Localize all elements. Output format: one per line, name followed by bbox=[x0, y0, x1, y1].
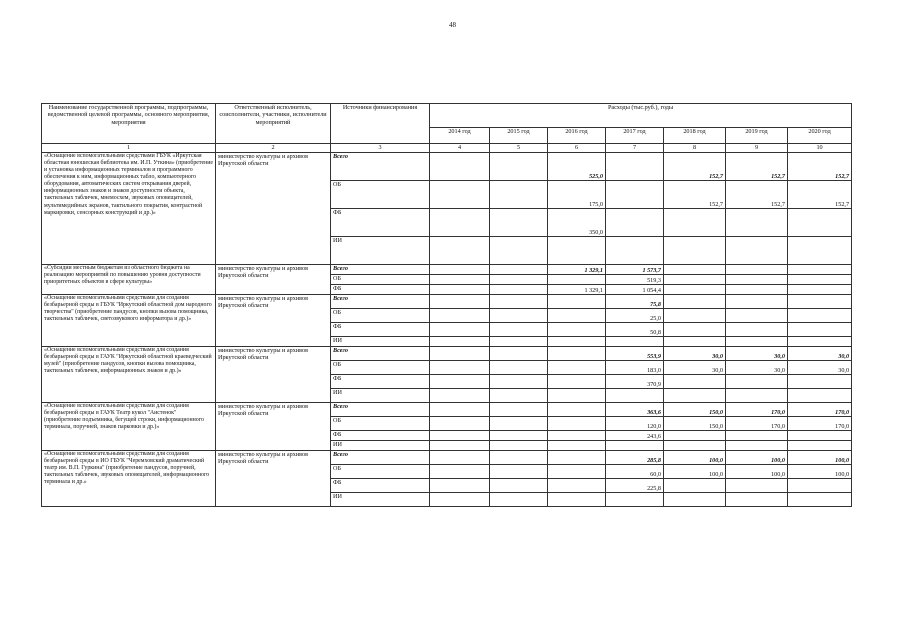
expense-value bbox=[664, 309, 726, 323]
expense-value bbox=[788, 389, 852, 403]
expense-value bbox=[788, 285, 852, 295]
measure-name: «Субсидии местным бюджетам из областного бюджета на реализацию мероприятий по повышению уровня доступности приоритетных объектов в сфере культуры» bbox=[42, 265, 216, 295]
funding-source: ИИ bbox=[331, 389, 430, 403]
expense-value bbox=[606, 209, 664, 237]
expense-value bbox=[430, 153, 490, 181]
expense-value bbox=[548, 323, 606, 337]
expense-value bbox=[490, 209, 548, 237]
expense-value: 1 573,7 bbox=[606, 265, 664, 275]
expense-value bbox=[490, 465, 548, 479]
expense-value bbox=[548, 389, 606, 403]
measure-name: «Оснащение вспомогательными средствами ГБУК «Иркутская областная юношеская библиотека им. И.П. Уткина» (приобретение и установка информационных терминалов и программного обеспечения к ним, информационных табло, компьютерного оборудования, автоматических систем открывания дверей, информационных знаков и знаков доступности объекта, тактильных табличек, мнемосхем, звуковых оповещателей, мультимедийных экранов, тактильного покрытия, контрастной маркировки, сенсорных конструкций и др.)» bbox=[42, 153, 216, 265]
column-number: 5 bbox=[490, 144, 548, 153]
measure-executor: министерство культуры и архивов Иркутской области bbox=[216, 295, 331, 347]
expense-value bbox=[788, 295, 852, 309]
expense-value bbox=[490, 265, 548, 275]
expense-value bbox=[606, 389, 664, 403]
expense-value bbox=[490, 417, 548, 431]
expense-value bbox=[606, 337, 664, 347]
header-expenses: Расходы (тыс.руб.), годы bbox=[430, 104, 852, 128]
expense-value bbox=[726, 209, 788, 237]
expense-value bbox=[490, 493, 548, 507]
expense-value bbox=[430, 441, 490, 451]
column-number: 3 bbox=[331, 144, 430, 153]
expense-value bbox=[430, 389, 490, 403]
expense-value bbox=[726, 265, 788, 275]
expense-value bbox=[664, 265, 726, 275]
funding-source: ОБ bbox=[331, 361, 430, 375]
funding-source: Всего bbox=[331, 403, 430, 417]
funding-source: ФБ bbox=[331, 209, 430, 237]
expense-value: 170,0 bbox=[788, 403, 852, 417]
expense-value bbox=[664, 323, 726, 337]
expense-value bbox=[788, 275, 852, 285]
expense-value: 30,0 bbox=[664, 347, 726, 361]
table-row bbox=[42, 265, 852, 275]
expense-value bbox=[430, 431, 490, 441]
expense-value bbox=[664, 375, 726, 389]
measure-name: «Оснащение вспомогательными средствами для создания безбарьерной среды в ИО ГБУК "Черемховский драматический театр им. В.П. Гуркина" (приобретение пандусов, поручней, тактильных табличек, звуковых оповещателей, информационного терминала и др.» bbox=[42, 451, 216, 507]
expense-value bbox=[430, 295, 490, 309]
expense-value bbox=[726, 285, 788, 295]
funding-source: ОБ bbox=[331, 275, 430, 285]
expense-value bbox=[664, 209, 726, 237]
expense-value bbox=[430, 209, 490, 237]
expense-value bbox=[490, 275, 548, 285]
table-row bbox=[42, 347, 852, 361]
expense-value bbox=[606, 441, 664, 451]
funding-source: ОБ bbox=[331, 181, 430, 209]
funding-source: ИИ bbox=[331, 237, 430, 265]
expense-value: 100,0 bbox=[664, 465, 726, 479]
funding-source: ФБ bbox=[331, 479, 430, 493]
expense-value bbox=[430, 309, 490, 323]
funding-source: ОБ bbox=[331, 465, 430, 479]
header-year: 2019 год bbox=[726, 128, 788, 144]
expense-value: 30,0 bbox=[788, 361, 852, 375]
table-row bbox=[42, 403, 852, 417]
expense-value: 152,7 bbox=[664, 181, 726, 209]
expense-value bbox=[490, 337, 548, 347]
expense-value bbox=[490, 479, 548, 493]
expense-value bbox=[788, 309, 852, 323]
expense-value bbox=[430, 375, 490, 389]
column-number: 10 bbox=[788, 144, 852, 153]
expense-value: 30,0 bbox=[788, 347, 852, 361]
expense-value bbox=[430, 361, 490, 375]
funding-source: ФБ bbox=[331, 375, 430, 389]
funding-source: ИИ bbox=[331, 441, 430, 451]
expense-value bbox=[548, 493, 606, 507]
funding-source: Всего bbox=[331, 295, 430, 309]
measure-name: «Оснащение вспомогательными средствами для создания безбарьерной среды в ГАУК "Иркутский областной краеведческий музей" (приобретение пандусов, кнопки вызова помощника, тактильных табличек, информационных знаков и др.)» bbox=[42, 347, 216, 403]
expense-value bbox=[726, 375, 788, 389]
header-name: Наименование государственной программы, подпрограммы, ведомственной целевой программы, основного мероприятия, мероприятия bbox=[42, 104, 216, 144]
header-year: 2016 год bbox=[548, 128, 606, 144]
expense-value: 152,7 bbox=[726, 153, 788, 181]
expense-value: 150,0 bbox=[664, 403, 726, 417]
header-year: 2015 год bbox=[490, 128, 548, 144]
expense-value: 243,6 bbox=[606, 431, 664, 441]
expense-value bbox=[788, 323, 852, 337]
expense-value: 152,7 bbox=[788, 181, 852, 209]
expense-value bbox=[430, 479, 490, 493]
expense-value bbox=[548, 375, 606, 389]
expense-value bbox=[726, 389, 788, 403]
expense-value bbox=[664, 295, 726, 309]
expense-value bbox=[430, 337, 490, 347]
header-year: 2020 год bbox=[788, 128, 852, 144]
expense-value: 553,9 bbox=[606, 347, 664, 361]
expense-value: 1 329,1 bbox=[548, 285, 606, 295]
header-source: Источники финансирования bbox=[331, 104, 430, 144]
measure-executor: министерство культуры и архивов Иркутской области bbox=[216, 153, 331, 265]
funding-source: ОБ bbox=[331, 309, 430, 323]
expense-value bbox=[490, 441, 548, 451]
expense-value: 30,0 bbox=[726, 361, 788, 375]
expense-value: 183,0 bbox=[606, 361, 664, 375]
expense-value bbox=[490, 309, 548, 323]
expense-value bbox=[664, 389, 726, 403]
funding-source: ФБ bbox=[331, 285, 430, 295]
expense-value bbox=[490, 389, 548, 403]
expense-value: 363,6 bbox=[606, 403, 664, 417]
expense-value bbox=[726, 337, 788, 347]
expense-value bbox=[548, 403, 606, 417]
expense-value: 350,0 bbox=[548, 209, 606, 237]
expense-value: 75,8 bbox=[606, 295, 664, 309]
expense-value bbox=[548, 479, 606, 493]
expense-value bbox=[548, 337, 606, 347]
measure-name: «Оснащение вспомогательными средствами для создания безбарьерной среды в ГАУК Театр кукол "Аистенок"(приобретение подъемника, бегущей строки, информационного терминала, поручней, знаков парковки и др.)» bbox=[42, 403, 216, 451]
budget-table bbox=[41, 103, 852, 507]
expense-value bbox=[548, 417, 606, 431]
expense-value bbox=[788, 209, 852, 237]
expense-value: 152,7 bbox=[664, 153, 726, 181]
expense-value: 175,0 bbox=[548, 181, 606, 209]
page-number: 48 bbox=[449, 21, 456, 29]
expense-value bbox=[548, 295, 606, 309]
header-year: 2018 год bbox=[664, 128, 726, 144]
expense-value bbox=[788, 237, 852, 265]
expense-value: 30,0 bbox=[726, 347, 788, 361]
expense-value: 152,7 bbox=[788, 153, 852, 181]
expense-value: 100,0 bbox=[788, 465, 852, 479]
funding-source: ФБ bbox=[331, 323, 430, 337]
expense-value bbox=[664, 275, 726, 285]
expense-value bbox=[726, 323, 788, 337]
expense-value bbox=[430, 181, 490, 209]
funding-source: ФБ bbox=[331, 431, 430, 441]
expense-value: 370,9 bbox=[606, 375, 664, 389]
measure-executor: министерство культуры и архивов Иркутской области bbox=[216, 451, 331, 507]
column-number: 9 bbox=[726, 144, 788, 153]
expense-value: 170,0 bbox=[726, 417, 788, 431]
table-row bbox=[42, 153, 852, 181]
expense-value bbox=[430, 237, 490, 265]
expense-value bbox=[788, 265, 852, 275]
expense-value bbox=[490, 323, 548, 337]
expense-value bbox=[430, 493, 490, 507]
expense-value bbox=[726, 309, 788, 323]
column-number: 6 bbox=[548, 144, 606, 153]
expense-value bbox=[548, 431, 606, 441]
expense-value bbox=[548, 465, 606, 479]
expense-value: 285,8 bbox=[606, 451, 664, 465]
expense-value bbox=[430, 323, 490, 337]
expense-value bbox=[726, 275, 788, 285]
expense-value bbox=[548, 347, 606, 361]
expense-value bbox=[664, 285, 726, 295]
expense-value bbox=[726, 237, 788, 265]
expense-value bbox=[664, 493, 726, 507]
expense-value bbox=[490, 347, 548, 361]
measure-executor: министерство культуры и архивов Иркутской области bbox=[216, 265, 331, 295]
measure-name: «Оснащение вспомогательными средствами для создания безбарьерной среды в ГБУК "Иркутский областной дом народного творчества" (приобретение пандусов, кнопки вызова помощника, тактильных табличек, светозвукового информатора и др.)» bbox=[42, 295, 216, 347]
expense-value bbox=[788, 431, 852, 441]
expense-value: 519,3 bbox=[606, 275, 664, 285]
expense-value bbox=[490, 285, 548, 295]
expense-value bbox=[430, 275, 490, 285]
expense-value bbox=[548, 309, 606, 323]
expense-value bbox=[664, 237, 726, 265]
expense-value bbox=[664, 337, 726, 347]
expense-value bbox=[490, 451, 548, 465]
expense-value bbox=[430, 465, 490, 479]
funding-source: ИИ bbox=[331, 493, 430, 507]
expense-value: 100,0 bbox=[726, 451, 788, 465]
expense-value: 25,0 bbox=[606, 309, 664, 323]
expense-value bbox=[490, 361, 548, 375]
expense-value: 150,0 bbox=[664, 417, 726, 431]
expense-value bbox=[726, 479, 788, 493]
expense-value bbox=[548, 361, 606, 375]
expense-value bbox=[548, 275, 606, 285]
header-year: 2017 год bbox=[606, 128, 664, 144]
expense-value bbox=[430, 347, 490, 361]
expense-value bbox=[490, 431, 548, 441]
expense-value: 50,8 bbox=[606, 323, 664, 337]
expense-value bbox=[430, 265, 490, 275]
funding-source: Всего bbox=[331, 347, 430, 361]
expense-value bbox=[490, 153, 548, 181]
funding-source: Всего bbox=[331, 265, 430, 275]
expense-value: 100,0 bbox=[788, 451, 852, 465]
column-number: 4 bbox=[430, 144, 490, 153]
expense-value bbox=[788, 337, 852, 347]
measure-executor: министерство культуры и архивов Иркутской области bbox=[216, 403, 331, 451]
expense-value bbox=[490, 295, 548, 309]
expense-value bbox=[664, 441, 726, 451]
expense-value bbox=[726, 441, 788, 451]
expense-value bbox=[788, 479, 852, 493]
expense-value bbox=[606, 153, 664, 181]
expense-value bbox=[430, 403, 490, 417]
expense-value: 1 054,4 bbox=[606, 285, 664, 295]
expense-value: 100,0 bbox=[726, 465, 788, 479]
expense-value: 30,0 bbox=[664, 361, 726, 375]
expense-value bbox=[490, 375, 548, 389]
expense-value bbox=[430, 417, 490, 431]
expense-value bbox=[490, 237, 548, 265]
expense-value: 152,7 bbox=[726, 181, 788, 209]
expense-value bbox=[548, 237, 606, 265]
expense-value bbox=[548, 441, 606, 451]
expense-value: 170,0 bbox=[788, 417, 852, 431]
expense-value: 100,0 bbox=[664, 451, 726, 465]
expense-value bbox=[490, 403, 548, 417]
expense-value bbox=[664, 479, 726, 493]
expense-value bbox=[788, 375, 852, 389]
header-executor: Ответственный исполнитель, соисполнители, участники, исполнители мероприятий bbox=[216, 104, 331, 144]
column-number: 1 bbox=[42, 144, 216, 153]
expense-value bbox=[726, 431, 788, 441]
column-number: 7 bbox=[606, 144, 664, 153]
expense-value bbox=[726, 493, 788, 507]
table-row bbox=[42, 451, 852, 465]
expense-value: 170,0 bbox=[726, 403, 788, 417]
expense-value bbox=[430, 285, 490, 295]
expense-value bbox=[606, 181, 664, 209]
expense-value: 225,8 bbox=[606, 479, 664, 493]
expense-value: 120,0 bbox=[606, 417, 664, 431]
expense-value: 1 329,1 bbox=[548, 265, 606, 275]
expense-value bbox=[788, 493, 852, 507]
funding-source: Всего bbox=[331, 451, 430, 465]
expense-value bbox=[664, 431, 726, 441]
expense-value bbox=[548, 451, 606, 465]
table-row bbox=[42, 295, 852, 309]
column-number: 8 bbox=[664, 144, 726, 153]
funding-source: Всего bbox=[331, 153, 430, 181]
header-year: 2014 год bbox=[430, 128, 490, 144]
measure-executor: министерство культуры и архивов Иркутской области bbox=[216, 347, 331, 403]
expense-value: 525,0 bbox=[548, 153, 606, 181]
funding-source: ОБ bbox=[331, 417, 430, 431]
expense-value bbox=[430, 451, 490, 465]
expense-value: 60,0 bbox=[606, 465, 664, 479]
expense-value bbox=[788, 441, 852, 451]
expense-value bbox=[726, 295, 788, 309]
column-number: 2 bbox=[216, 144, 331, 153]
expense-value bbox=[490, 181, 548, 209]
expense-value bbox=[606, 493, 664, 507]
funding-source: ИИ bbox=[331, 337, 430, 347]
expense-value bbox=[606, 237, 664, 265]
